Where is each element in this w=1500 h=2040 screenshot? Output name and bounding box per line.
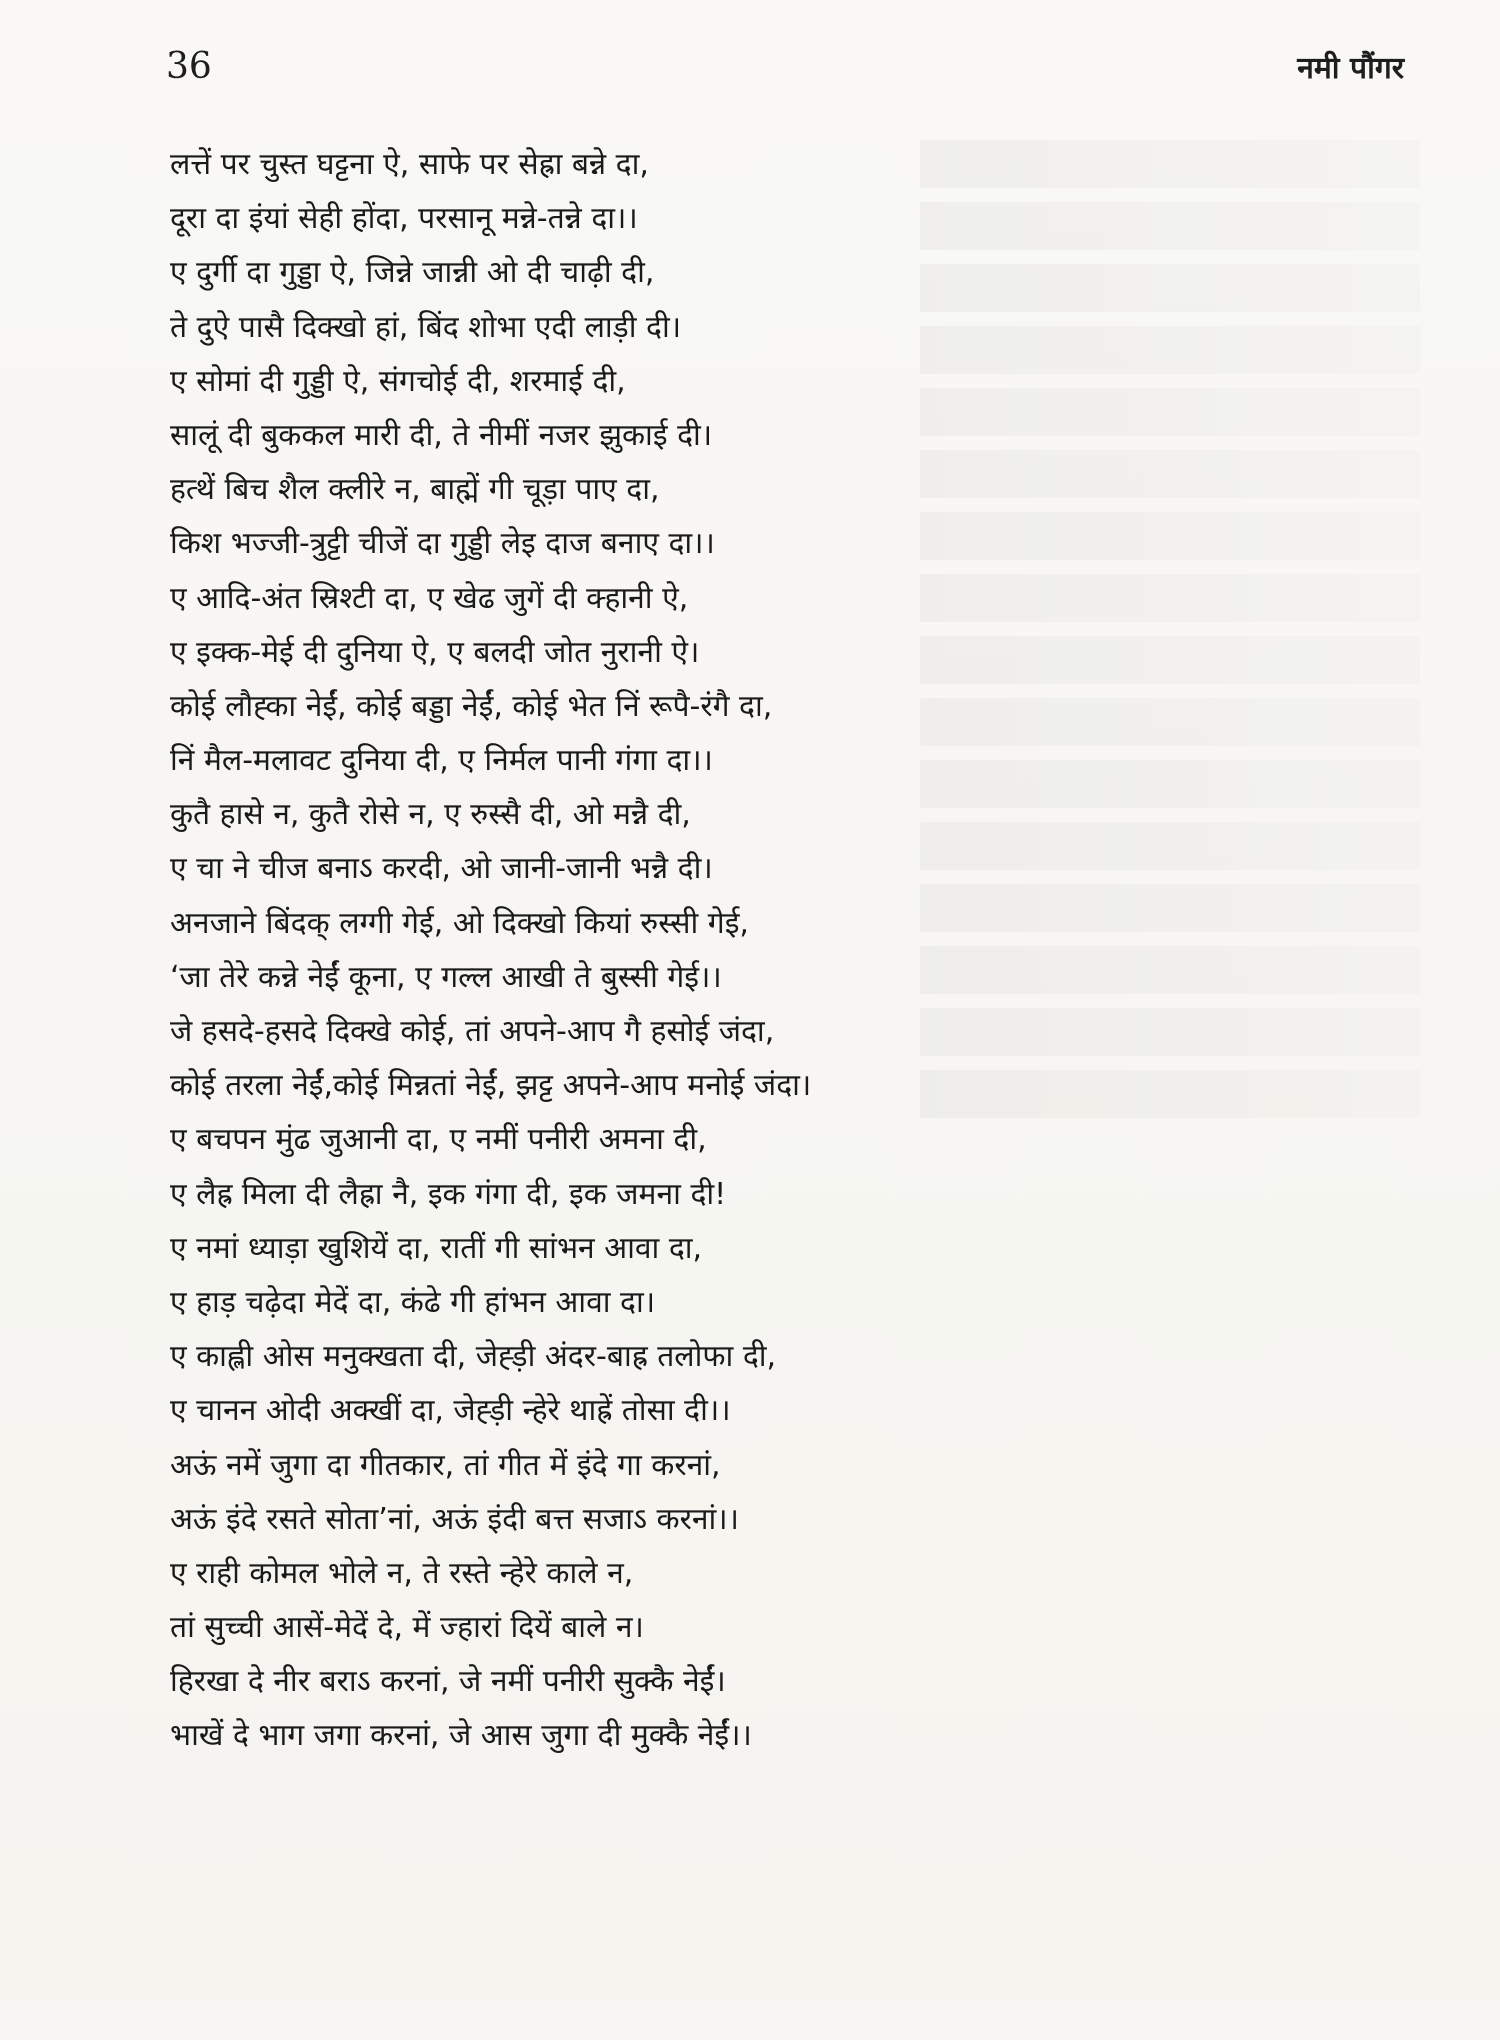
poem-line: कोई लौह्का नेईं, कोई बड्डा नेईं, कोई भेत निं रूपै-रंगै दा, xyxy=(170,688,773,724)
poem-line: दूरा दा इंयां सेही होंदा, परसानू मन्ने-तन्ने दा।। xyxy=(170,201,638,237)
poem-line: ए चानन ओदी अक्खीं दा, जेह्ड़ी न्हेरे थाह्रें तोसा दी।। xyxy=(170,1393,731,1429)
poem-line: ए बचपन मुंढ जुआनी दा, ए नमीं पनीरी अमना दी, xyxy=(170,1122,707,1158)
poem-line: निं मैल-मलावट दुनिया दी, ए निर्मल पानी गंगा दा।। xyxy=(170,743,713,779)
running-title: नमी पौंगर xyxy=(1297,51,1404,86)
poem-line: जे हसदे-हसदे दिक्खे कोई, तां अपने-आप गै हसोई जंदा, xyxy=(170,1014,775,1049)
poem-line: अऊं नमें जुगा दा गीतकार, तां गीत में इंदे गा करनां, xyxy=(170,1447,721,1483)
poem-line: हत्थें बिच शैल क्लीरे न, बाह्में गी चूड़ा पाए दा, xyxy=(170,472,660,508)
poem-line: भाखें दे भाग जगा करनां, जे आस जुगा दी मुक्कै नेईं।। xyxy=(170,1718,752,1754)
poem-line: सालूं दी बुककल मारी दी, ते नीमीं नजर झुकाई दी। xyxy=(170,417,713,453)
poem-line: कोई तरला नेईं,कोई मिन्नतां नेईं, झट्ट अपने-आप मनोई जंदा। xyxy=(170,1068,812,1104)
poem-line: ए चा ने चीज बनाऽ करदी, ओ जानी-जानी भन्नै दी। xyxy=(170,851,713,887)
page-number: 36 xyxy=(166,46,212,87)
poem-line: ए नमां ध्याड़ा खुशियें दा, रातीं गी सांभन आवा दा, xyxy=(170,1230,703,1266)
poem-line: ए काह्ली ओस मनुक्खता दी, जेह्ड़ी अंदर-बाह्र तलोफा दी, xyxy=(170,1339,777,1375)
poem-line: ए सोमां दी गुड्डी ऐ, संगचोई दी, शरमाई दी, xyxy=(170,363,626,399)
poem-line: अऊं इंदे रसते सोता’नां, अऊं इंदी बत्त सजाऽ करनां।। xyxy=(170,1501,740,1537)
poem-body xyxy=(170,138,1370,1764)
poem-line: किश भज्जी-त्रुट्टी चीजें दा गुड्डी लेइ दाज बनाए दा।। xyxy=(170,526,715,562)
poem-line: अनजाने बिंदक् लग्गी गेई, ओ दिक्खो कियां रुस्सी गेई, xyxy=(170,905,749,941)
poem-line: कुतै हासे न, कुतै रोसे न, ए रुस्सै दी, ओ मन्नै दी, xyxy=(170,797,691,833)
poem-line: ते दुऐ पासै दिक्खो हां, बिंद शोभा एदी लाड़ी दी। xyxy=(170,309,682,345)
poem-line: ए आदि-अंत स्रिश्टी दा, ए खेढ जुगें दी क्हानी ऐ, xyxy=(170,580,689,616)
poem-line: लत्तें पर चुस्त घट्टना ऐ, साफे पर सेह्रा बन्ने दा, xyxy=(170,147,649,182)
poem-line: ए इक्क-मेई दी दुनिया ऐ, ए बलदी जोत नुरानी ऐ। xyxy=(170,634,700,670)
poem-line: ए लैह्र मिला दी लैह्रा नै, इक गंगा दी, इक जमना दी! xyxy=(170,1176,727,1212)
poem-line: तां सुच्ची आसें-मेदें दे, में ज्हारां दियें बाले न। xyxy=(170,1610,644,1646)
poem-line: ए राही कोमल भोले न, ते रस्ते न्हेरे काले न, xyxy=(170,1555,634,1591)
poem-line: ए दुर्गी दा गुड्डा ऐ, जिन्ने जान्नी ओ दी चाढ़ी दी, xyxy=(170,255,655,291)
poem-line: ए हाड़ चढ़ेदा मेदें दा, कंढे गी हांभन आवा दा। xyxy=(170,1284,656,1320)
poem-line: हिरखा दे नीर बराऽ करनां, जे नमीं पनीरी सुक्कै नेईं। xyxy=(170,1664,726,1700)
poem-line: ‘जा तेरे कन्ने नेईं कूना, ए गल्ल आखी ते बुस्सी गेई।। xyxy=(170,959,722,995)
